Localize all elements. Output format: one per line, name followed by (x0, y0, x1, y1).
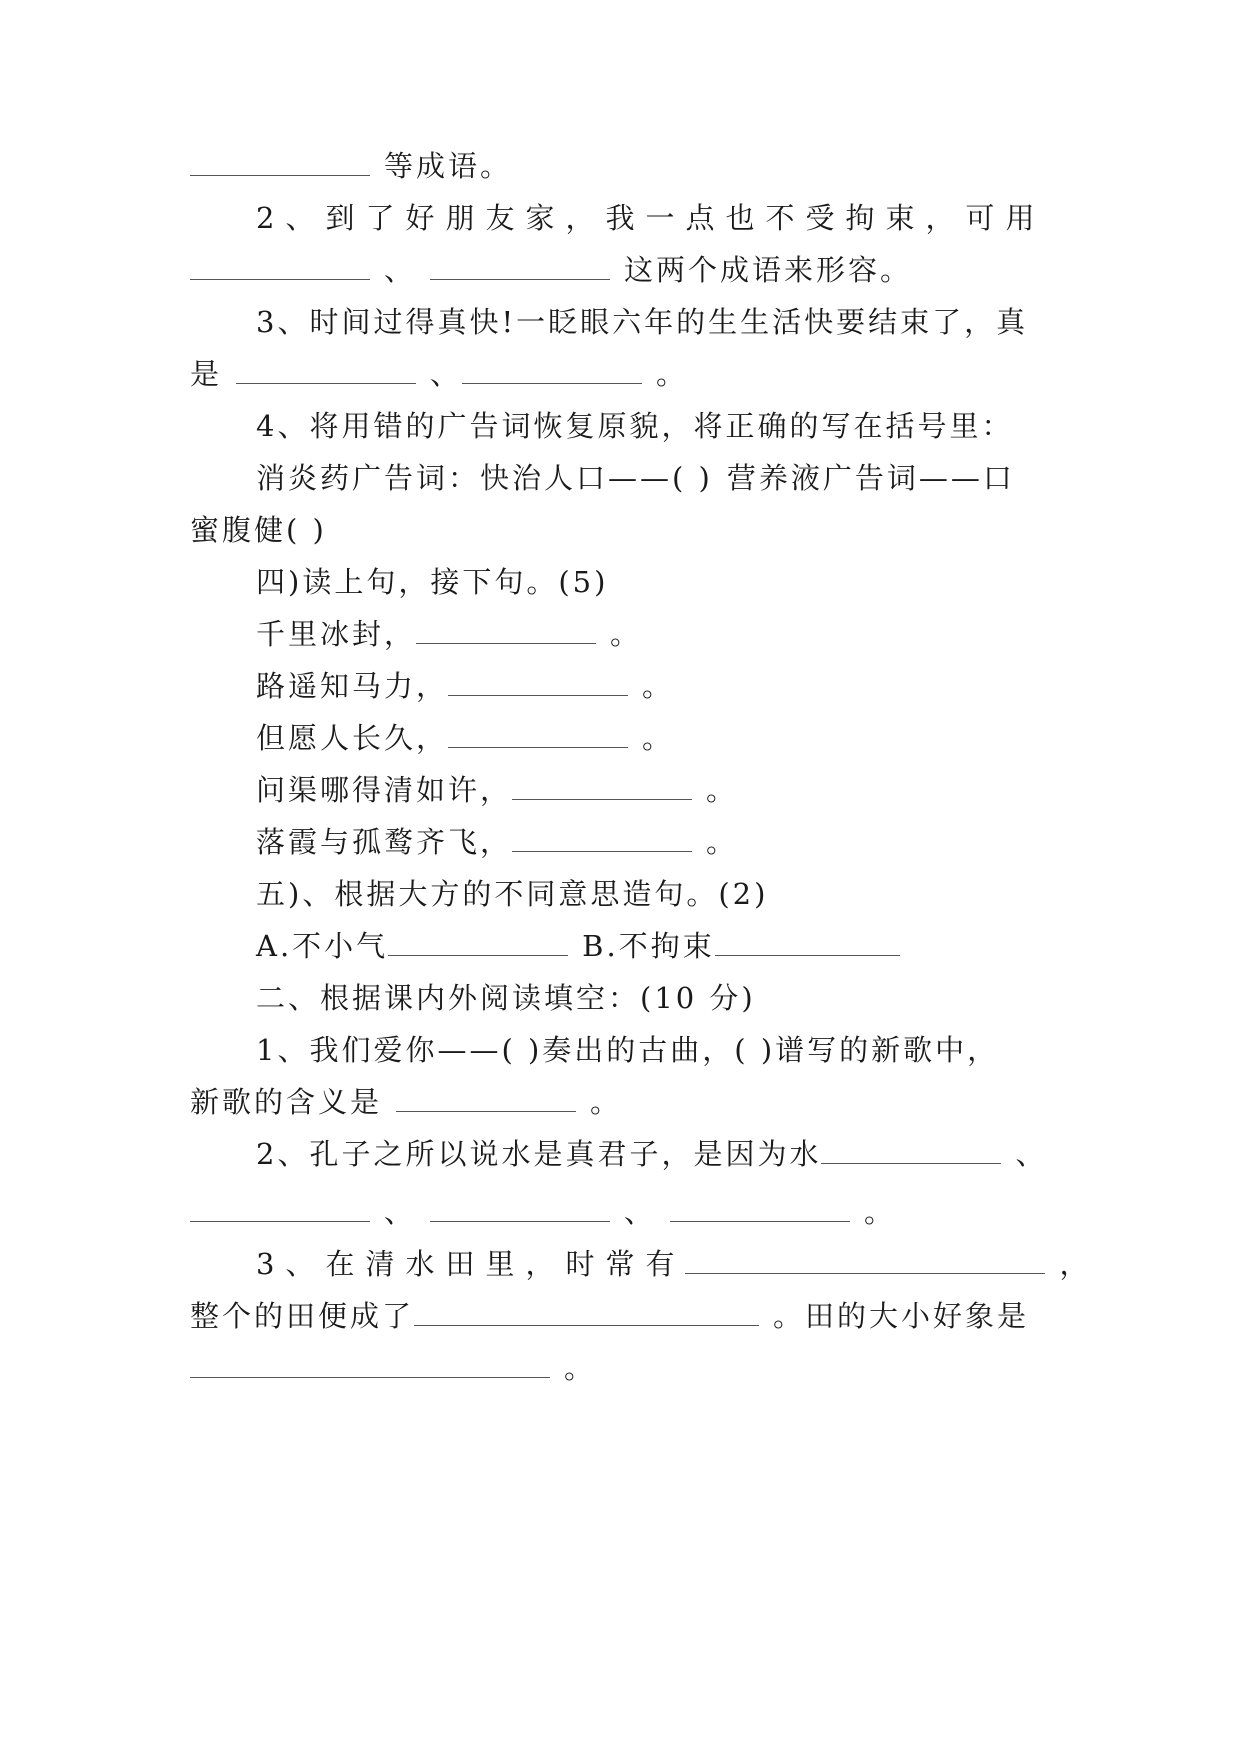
text: 。 (564, 1351, 597, 1385)
blank (414, 1299, 759, 1326)
reading-3-line-a (256, 1244, 1136, 1284)
reading-3-line-b (190, 1296, 1070, 1336)
text: 2、孔子之所以说水是真君子，是因为水 (256, 1137, 822, 1171)
question-2-line-b (190, 250, 1070, 290)
text: 、 (384, 1195, 417, 1229)
blank (430, 253, 610, 280)
poem-line-1 (256, 614, 1136, 654)
reading-2-line-b (190, 1192, 1070, 1232)
text: 新歌的含义是 (190, 1085, 383, 1119)
reading-3-line-c (190, 1348, 1070, 1388)
section-4-title: 四)读上句，接下句。(5) (256, 565, 609, 599)
blank (821, 1137, 1001, 1164)
text: 。 (590, 1085, 623, 1119)
poem-line-3 (256, 718, 1136, 758)
blank (190, 1351, 550, 1378)
blank (236, 357, 416, 384)
text: 。 (610, 617, 643, 651)
text: 、 (1015, 1137, 1048, 1171)
blank (416, 617, 596, 644)
question-4-ads (256, 458, 1136, 498)
blank (448, 721, 628, 748)
blank (388, 929, 568, 956)
question-4: 4、将用错的广告词恢复原貌，将正确的写在括号里： (256, 409, 1014, 443)
text: 落霞与孤鹜齐飞， (256, 825, 513, 859)
blank (190, 253, 370, 280)
section-5-title: 五)、根据大方的不同意思造句。(2) (256, 877, 769, 911)
poem-line-5 (256, 822, 1136, 862)
text: 。 (706, 773, 739, 807)
blank (512, 773, 692, 800)
blank (448, 669, 628, 696)
blank (430, 1195, 610, 1222)
blank (715, 929, 900, 956)
text: 3、在清水田里，时常有 (256, 1247, 686, 1281)
text: 。 (706, 825, 739, 859)
blank (685, 1247, 1045, 1274)
question-2-line-a: 2、到了好朋友家，我一点也不受拘束，可用 (256, 201, 1046, 235)
blank (190, 149, 370, 176)
text: B.不拘束 (582, 929, 715, 963)
blank (512, 825, 692, 852)
text: A.不小气 (256, 929, 389, 963)
text: 、 (430, 357, 463, 391)
text: 千里冰封， (256, 617, 417, 651)
reading-2-line-a (256, 1134, 1136, 1174)
text: 。 (642, 721, 675, 755)
question-3-line-b (190, 354, 1070, 394)
question-4-ads-b: 蜜腹健( ) (190, 513, 327, 547)
blank (670, 1195, 850, 1222)
text: 。 (656, 357, 689, 391)
question-3-line-a: 3、时间过得真快!一眨眼六年的生生活快要结束了，真 (256, 305, 1029, 339)
blank (396, 1085, 576, 1112)
reading-1-line-b (190, 1082, 1070, 1122)
text: 、 (384, 253, 417, 287)
blank (190, 1195, 370, 1222)
line-1 (190, 146, 1070, 186)
text: ， (1059, 1247, 1100, 1281)
text: 。 (642, 669, 675, 703)
poem-line-4 (256, 770, 1136, 810)
text: 等成语。 (384, 149, 513, 183)
section-5-items (256, 926, 1136, 966)
text: 。 (864, 1195, 897, 1229)
text: 。田的大小好象是 (773, 1299, 1030, 1333)
text: 整个的田便成了 (190, 1299, 415, 1333)
text: 这两个成语来形容。 (624, 253, 913, 287)
poem-line-2 (256, 666, 1136, 706)
text: 消炎药广告词：快治人口——( ) (256, 461, 713, 495)
reading-1-line-a: 1、我们爱你——( )奏出的古曲，( )谱写的新歌中， (256, 1033, 1000, 1067)
text: 但愿人长久， (256, 721, 449, 755)
text: 营养液广告词——口 (726, 461, 1015, 495)
section-2-title: 二、根据课内外阅读填空：(10 分) (256, 981, 756, 1015)
blank (462, 357, 642, 384)
text: 是 (190, 357, 223, 391)
text: 问渠哪得清如许， (256, 773, 513, 807)
text: 、 (624, 1195, 657, 1229)
text: 路遥知马力， (256, 669, 449, 703)
